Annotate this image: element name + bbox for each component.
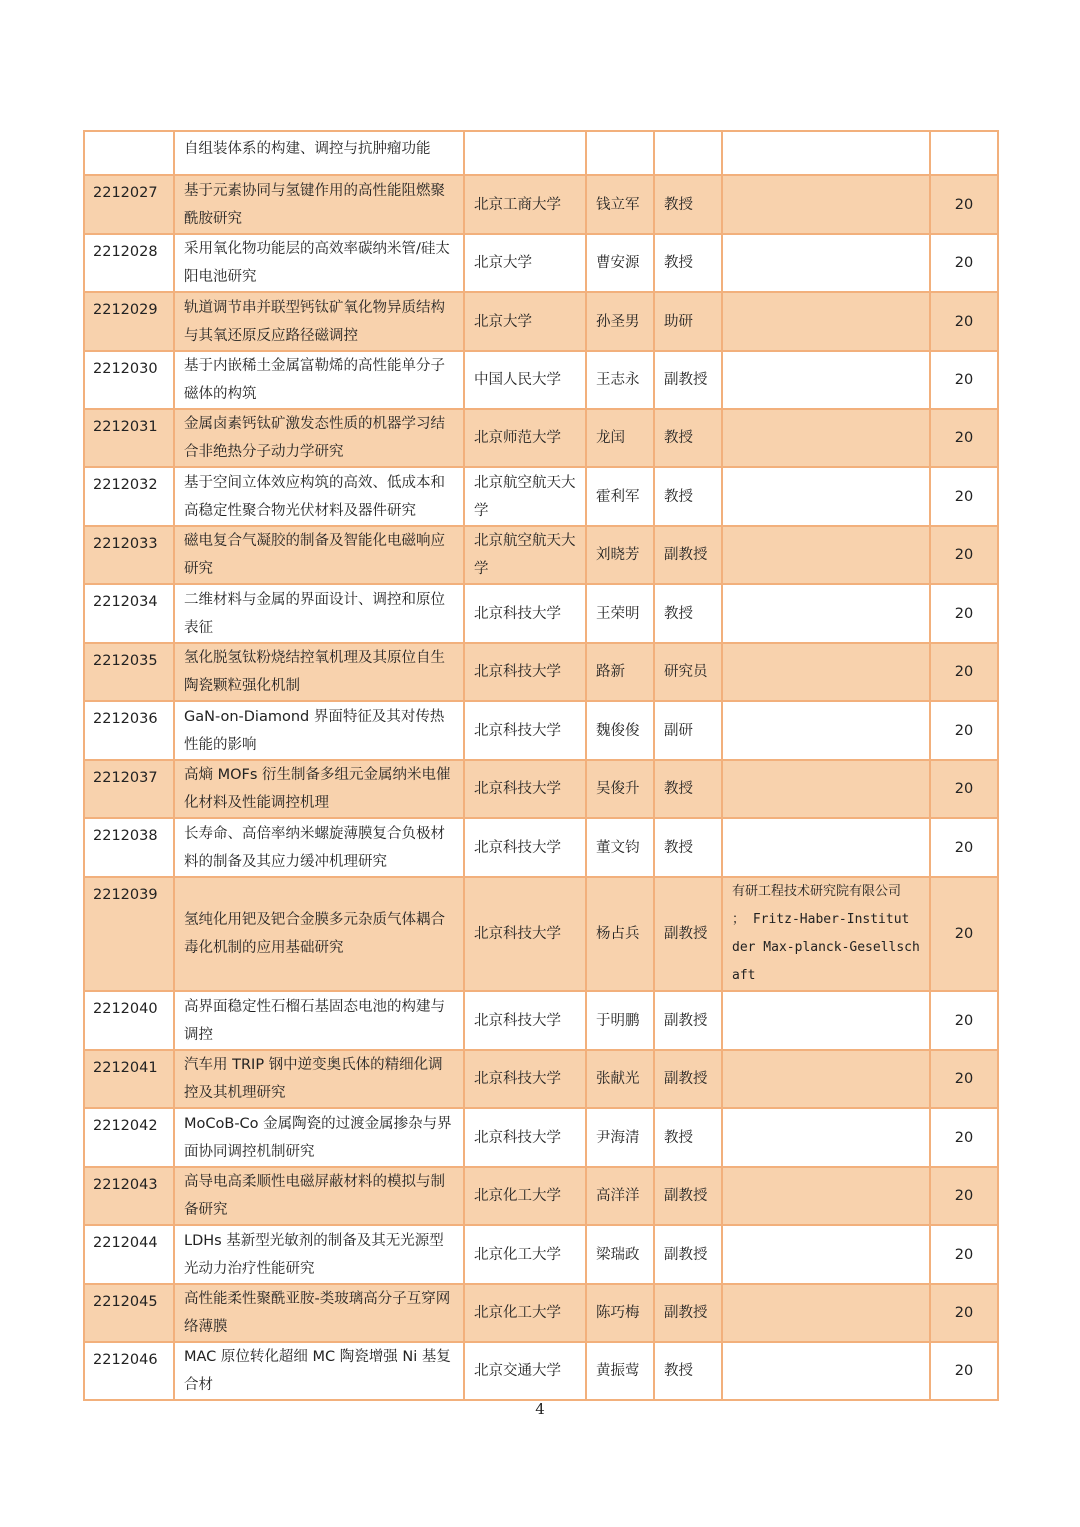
partner-organization — [722, 701, 930, 760]
project-title: 轨道调节串并联型钙钛矿氧化物异质结构与其氧还原反应路径磁调控 — [174, 292, 464, 351]
principal-investigator: 霍利军 — [586, 467, 654, 526]
principal-investigator: 于明鹏 — [586, 991, 654, 1050]
funding-amount: 20 — [930, 234, 998, 292]
principal-investigator: 张献光 — [586, 1050, 654, 1108]
principal-investigator: 钱立军 — [586, 175, 654, 234]
table-row — [84, 643, 998, 701]
job-title: 副教授 — [654, 877, 722, 991]
partner-organization — [722, 292, 930, 351]
project-title: 二维材料与金属的界面设计、调控和原位表征 — [174, 584, 464, 643]
partner-organization — [722, 526, 930, 584]
principal-investigator: 刘晓芳 — [586, 526, 654, 584]
university: 北京科技大学 — [464, 991, 586, 1050]
job-title: 教授 — [654, 584, 722, 643]
table-row — [84, 1167, 998, 1225]
funding-amount: 20 — [930, 1284, 998, 1342]
project-title: 采用氧化物功能层的高效率碳纳米管/硅太阳电池研究 — [174, 234, 464, 292]
project-title: 氢化脱氢钛粉烧结控氧机理及其原位自生陶瓷颗粒强化机制 — [174, 643, 464, 701]
page-number: 4 — [535, 1400, 545, 1418]
project-title: 基于元素协同与氢键作用的高性能阻燃聚酰胺研究 — [174, 175, 464, 234]
project-id: 2212029 — [84, 292, 174, 351]
project-id: 2212037 — [84, 760, 174, 818]
principal-investigator: 龙闰 — [586, 409, 654, 467]
funding-amount: 20 — [930, 818, 998, 877]
funding-amount: 20 — [930, 1108, 998, 1167]
principal-investigator: 高洋洋 — [586, 1167, 654, 1225]
table-row — [84, 409, 998, 467]
partner-organization — [722, 1108, 930, 1167]
partner-organization — [722, 643, 930, 701]
project-title: 磁电复合气凝胶的制备及智能化电磁响应研究 — [174, 526, 464, 584]
project-title: 高界面稳定性石榴石基固态电池的构建与调控 — [174, 991, 464, 1050]
principal-investigator: 孙圣男 — [586, 292, 654, 351]
table-row — [84, 131, 998, 175]
university: 北京工商大学 — [464, 175, 586, 234]
project-id: 2212031 — [84, 409, 174, 467]
job-title — [654, 131, 722, 175]
university: 北京科技大学 — [464, 760, 586, 818]
partner-organization — [722, 234, 930, 292]
project-title: 基于内嵌稀土金属富勒烯的高性能单分子磁体的构筑 — [174, 351, 464, 409]
project-title: 高熵 MOFs 衍生制备多组元金属纳米电催化材料及性能调控机理 — [174, 760, 464, 818]
university: 北京科技大学 — [464, 1108, 586, 1167]
project-title: 氢纯化用钯及钯合金膜多元杂质气体耦合毒化机制的应用基础研究 — [174, 877, 464, 991]
principal-investigator: 曹安源 — [586, 234, 654, 292]
principal-investigator: 王志永 — [586, 351, 654, 409]
job-title: 副教授 — [654, 526, 722, 584]
partner-organization — [722, 818, 930, 877]
funding-amount: 20 — [930, 467, 998, 526]
project-id: 2212028 — [84, 234, 174, 292]
project-title: 汽车用 TRIP 钢中逆变奥氏体的精细化调控及其机理研究 — [174, 1050, 464, 1108]
job-title: 助研 — [654, 292, 722, 351]
principal-investigator: 陈巧梅 — [586, 1284, 654, 1342]
funding-amount — [930, 131, 998, 175]
funding-amount: 20 — [930, 292, 998, 351]
partner-organization — [722, 1284, 930, 1342]
project-id: 2212041 — [84, 1050, 174, 1108]
table-row — [84, 1342, 998, 1400]
table-row — [84, 818, 998, 877]
university: 北京师范大学 — [464, 409, 586, 467]
project-table — [83, 130, 999, 1401]
funding-amount: 20 — [930, 1342, 998, 1400]
funding-amount: 20 — [930, 175, 998, 234]
project-id: 2212043 — [84, 1167, 174, 1225]
principal-investigator: 梁瑞政 — [586, 1225, 654, 1284]
table-row — [84, 292, 998, 351]
partner-organization — [722, 1167, 930, 1225]
project-id: 2212032 — [84, 467, 174, 526]
partner-organization — [722, 1342, 930, 1400]
funding-amount: 20 — [930, 877, 998, 991]
project-title: MoCoB-Co 金属陶瓷的过渡金属掺杂与界面协同调控机制研究 — [174, 1108, 464, 1167]
job-title: 教授 — [654, 409, 722, 467]
university: 北京化工大学 — [464, 1167, 586, 1225]
funding-amount: 20 — [930, 1167, 998, 1225]
university: 北京科技大学 — [464, 818, 586, 877]
job-title: 副教授 — [654, 1284, 722, 1342]
project-id: 2212046 — [84, 1342, 174, 1400]
university: 北京科技大学 — [464, 584, 586, 643]
university: 北京大学 — [464, 234, 586, 292]
table-row — [84, 467, 998, 526]
funding-amount: 20 — [930, 526, 998, 584]
project-title: GaN-on-Diamond 界面特征及其对传热性能的影响 — [174, 701, 464, 760]
job-title: 教授 — [654, 1108, 722, 1167]
table-row — [84, 351, 998, 409]
principal-investigator: 杨占兵 — [586, 877, 654, 991]
principal-investigator — [586, 131, 654, 175]
project-id: 2212036 — [84, 701, 174, 760]
job-title: 教授 — [654, 760, 722, 818]
principal-investigator: 路新 — [586, 643, 654, 701]
principal-investigator: 王荣明 — [586, 584, 654, 643]
project-id: 2212035 — [84, 643, 174, 701]
funding-amount: 20 — [930, 1050, 998, 1108]
job-title: 教授 — [654, 467, 722, 526]
job-title: 副教授 — [654, 351, 722, 409]
funding-amount: 20 — [930, 1225, 998, 1284]
table-row — [84, 760, 998, 818]
job-title: 教授 — [654, 175, 722, 234]
job-title: 副教授 — [654, 1167, 722, 1225]
project-id: 2212045 — [84, 1284, 174, 1342]
partner-organization — [722, 584, 930, 643]
principal-investigator: 董文钧 — [586, 818, 654, 877]
partner-organization — [722, 351, 930, 409]
table-row — [84, 991, 998, 1050]
project-id: 2212030 — [84, 351, 174, 409]
university: 北京航空航天大学 — [464, 467, 586, 526]
project-id — [84, 131, 174, 175]
project-id: 2212039 — [84, 877, 174, 991]
partner-organization — [722, 760, 930, 818]
project-id: 2212038 — [84, 818, 174, 877]
funding-amount: 20 — [930, 643, 998, 701]
table-row — [84, 234, 998, 292]
job-title: 研究员 — [654, 643, 722, 701]
university: 北京科技大学 — [464, 1050, 586, 1108]
table-row — [84, 1284, 998, 1342]
university: 北京科技大学 — [464, 643, 586, 701]
university: 北京大学 — [464, 292, 586, 351]
principal-investigator: 尹海清 — [586, 1108, 654, 1167]
project-title: 基于空间立体效应构筑的高效、低成本和高稳定性聚合物光伏材料及器件研究 — [174, 467, 464, 526]
job-title: 副研 — [654, 701, 722, 760]
job-title: 副教授 — [654, 1225, 722, 1284]
project-id: 2212033 — [84, 526, 174, 584]
project-title: MAC 原位转化超细 MC 陶瓷增强 Ni 基复合材 — [174, 1342, 464, 1400]
table-row — [84, 526, 998, 584]
project-title: 长寿命、高倍率纳米螺旋薄膜复合负极材料的制备及其应力缓冲机理研究 — [174, 818, 464, 877]
funding-amount: 20 — [930, 991, 998, 1050]
project-id: 2212044 — [84, 1225, 174, 1284]
funding-amount: 20 — [930, 584, 998, 643]
table-row — [84, 1108, 998, 1167]
university — [464, 131, 586, 175]
partner-organization — [722, 991, 930, 1050]
project-id: 2212042 — [84, 1108, 174, 1167]
principal-investigator: 黄振莺 — [586, 1342, 654, 1400]
principal-investigator: 吴俊升 — [586, 760, 654, 818]
university: 北京航空航天大学 — [464, 526, 586, 584]
table-row — [84, 584, 998, 643]
funding-amount: 20 — [930, 701, 998, 760]
partner-organization — [722, 467, 930, 526]
table-row — [84, 1050, 998, 1108]
job-title: 副教授 — [654, 991, 722, 1050]
project-title: 高性能柔性聚酰亚胺-类玻璃高分子互穿网络薄膜 — [174, 1284, 464, 1342]
job-title: 教授 — [654, 1342, 722, 1400]
partner-organization — [722, 409, 930, 467]
university: 北京交通大学 — [464, 1342, 586, 1400]
partner-organization — [722, 175, 930, 234]
job-title: 教授 — [654, 818, 722, 877]
table-row — [84, 877, 998, 991]
project-title: 自组装体系的构建、调控与抗肿瘤功能 — [174, 131, 464, 175]
university: 北京科技大学 — [464, 877, 586, 991]
job-title: 副教授 — [654, 1050, 722, 1108]
project-id: 2212034 — [84, 584, 174, 643]
university: 北京科技大学 — [464, 701, 586, 760]
university: 北京化工大学 — [464, 1284, 586, 1342]
project-title: 高导电高柔顺性电磁屏蔽材料的模拟与制备研究 — [174, 1167, 464, 1225]
project-title: LDHs 基新型光敏剂的制备及其无光源型光动力治疗性能研究 — [174, 1225, 464, 1284]
university: 中国人民大学 — [464, 351, 586, 409]
university: 北京化工大学 — [464, 1225, 586, 1284]
job-title: 教授 — [654, 234, 722, 292]
project-id: 2212027 — [84, 175, 174, 234]
funding-amount: 20 — [930, 409, 998, 467]
funding-amount: 20 — [930, 760, 998, 818]
funding-amount: 20 — [930, 351, 998, 409]
partner-organization — [722, 1225, 930, 1284]
project-id: 2212040 — [84, 991, 174, 1050]
table-row — [84, 175, 998, 234]
partner-organization — [722, 1050, 930, 1108]
partner-organization: 有研工程技术研究院有限公司 ； Fritz-Haber-Institut der Max-planck-Gesellschaft — [722, 877, 930, 991]
principal-investigator: 魏俊俊 — [586, 701, 654, 760]
project-title: 金属卤素钙钛矿激发态性质的机器学习结合非绝热分子动力学研究 — [174, 409, 464, 467]
table-row — [84, 701, 998, 760]
partner-organization — [722, 131, 930, 175]
table-row — [84, 1225, 998, 1284]
